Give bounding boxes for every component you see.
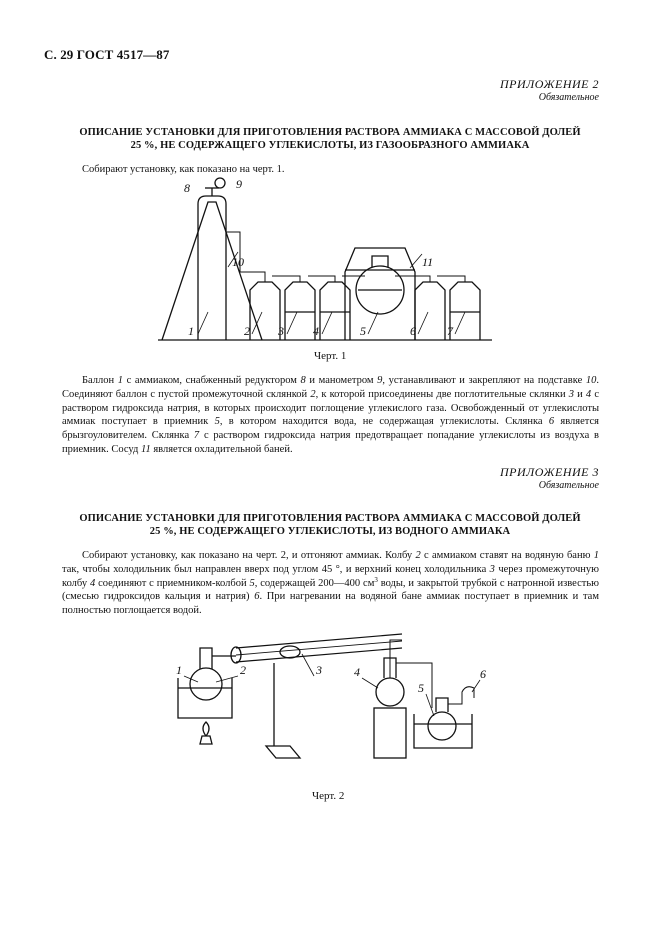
label-7: 7 bbox=[447, 324, 453, 338]
stand-outline bbox=[162, 202, 262, 340]
label-11: 11 bbox=[422, 255, 434, 269]
appendix-3-label-block bbox=[500, 466, 599, 492]
appendix-label: ПРИЛОЖЕНИЕ 3 bbox=[500, 465, 599, 479]
appendix-3-title bbox=[60, 512, 600, 538]
distilling-flask bbox=[190, 668, 222, 700]
title-line: 25 %, НЕ СОДЕРЖАЩЕГО УГЛЕКИСЛОТЫ, ИЗ ГАЗООБРАЗНОГО АММИАКА bbox=[130, 140, 530, 151]
appendix-2-title bbox=[60, 126, 600, 152]
title-line: ОПИСАНИЕ УСТАНОВКИ ДЛЯ ПРИГОТОВЛЕНИЯ РАСТВОРА АММИАКА С МАССОВОЙ ДОЛЕЙ bbox=[79, 513, 581, 524]
bottle-7 bbox=[450, 282, 480, 340]
label-5: 5 bbox=[418, 681, 424, 695]
label-5: 5 bbox=[360, 324, 366, 338]
water-bath bbox=[178, 678, 232, 718]
label-3: 3 bbox=[316, 663, 322, 677]
title-line: ОПИСАНИЕ УСТАНОВКИ ДЛЯ ПРИГОТОВЛЕНИЯ РАСТВОРА АММИАКА С МАССОВОЙ ДОЛЕЙ bbox=[79, 127, 581, 138]
figure-2-diagram bbox=[170, 618, 510, 780]
flame-icon bbox=[203, 722, 209, 736]
appendix-2-body: Баллон 1 с аммиаком, снабженный редуктором 8 и манометром 9, устанавливают и закрепляют на подставке 10. Соединяют баллон с пустой промежуточной склянкой 2, к которой присоединены две поглотительные склянки 3 и 4 с раствором гидроксида натрия, в которых происходит поглощение углекислого газа. Освобожденный от углекислоты аммиак поступает в приемник 5, в котором находится вода, не содержащая углекислоты. Склянка 6 является брызгоуловителем. Склянка 7 с раствором гидроксида натрия предотвращает попадание углекислоты из воздуха в приемник. Сосуд 11 является охладительной баней. bbox=[62, 375, 599, 455]
label-1: 1 bbox=[188, 324, 194, 338]
bottle-2 bbox=[250, 282, 280, 340]
appendix-2-intro: Собирают установку, как показано на черт. 1. bbox=[82, 164, 285, 175]
appendix-2-label-block bbox=[500, 78, 599, 104]
condenser bbox=[236, 634, 402, 648]
title-line: 25 %, НЕ СОДЕРЖАЩЕГО УГЛЕКИСЛОТЫ, ИЗ ВОДНОГО АММИАКА bbox=[149, 526, 511, 537]
burner bbox=[200, 736, 212, 744]
receiver-flask bbox=[428, 712, 456, 740]
stand-base bbox=[266, 746, 300, 758]
bottle-3 bbox=[285, 282, 315, 340]
receiver-bath bbox=[414, 714, 472, 748]
appendix-label: ПРИЛОЖЕНИЕ 2 bbox=[500, 77, 599, 91]
label-3: 3 bbox=[278, 324, 284, 338]
label-2: 2 bbox=[244, 324, 250, 338]
soda-lime-tube bbox=[448, 687, 474, 704]
support-block bbox=[374, 708, 406, 758]
figure-1-caption: Черт. 1 bbox=[314, 350, 347, 362]
label-6: 6 bbox=[410, 324, 416, 338]
page-header: С. 29 ГОСТ 4517—87 bbox=[44, 47, 170, 62]
label-8: 8 bbox=[184, 181, 190, 195]
label-10: 10 bbox=[232, 255, 244, 269]
appendix-status: Обязательное bbox=[538, 480, 599, 491]
figure-2-caption: Черт. 2 bbox=[312, 790, 345, 802]
label-6: 6 bbox=[480, 667, 486, 681]
label-4: 4 bbox=[354, 665, 360, 679]
label-1: 1 bbox=[176, 663, 182, 677]
figure-1-diagram bbox=[150, 172, 510, 347]
intermediate-flask bbox=[376, 678, 404, 706]
appendix-status: Обязательное bbox=[538, 92, 599, 103]
label-9: 9 bbox=[236, 177, 242, 191]
appendix-3-body: Собирают установку, как показано на черт. 2, и отгоняют аммиак. Колбу 2 с аммиаком ставят на водяную баню 1 так, чтобы холодильник был направлен вверх под углом 45 °, и верхний конец холодильника 3 через промежуточную колбу 4 соединяют с приемником-колбой 5, содержащей 200—400 $см^3$ воды, и закрытой трубкой с натронной известью (смесью гидроксидов кальция и натрия) 6. При нагревании на водяной бане аммиак поступает в приемник и там полностью поглощается водой. bbox=[62, 550, 600, 617]
cooling-bath bbox=[345, 248, 415, 340]
label-2: 2 bbox=[240, 663, 246, 677]
label-4: 4 bbox=[313, 324, 319, 338]
